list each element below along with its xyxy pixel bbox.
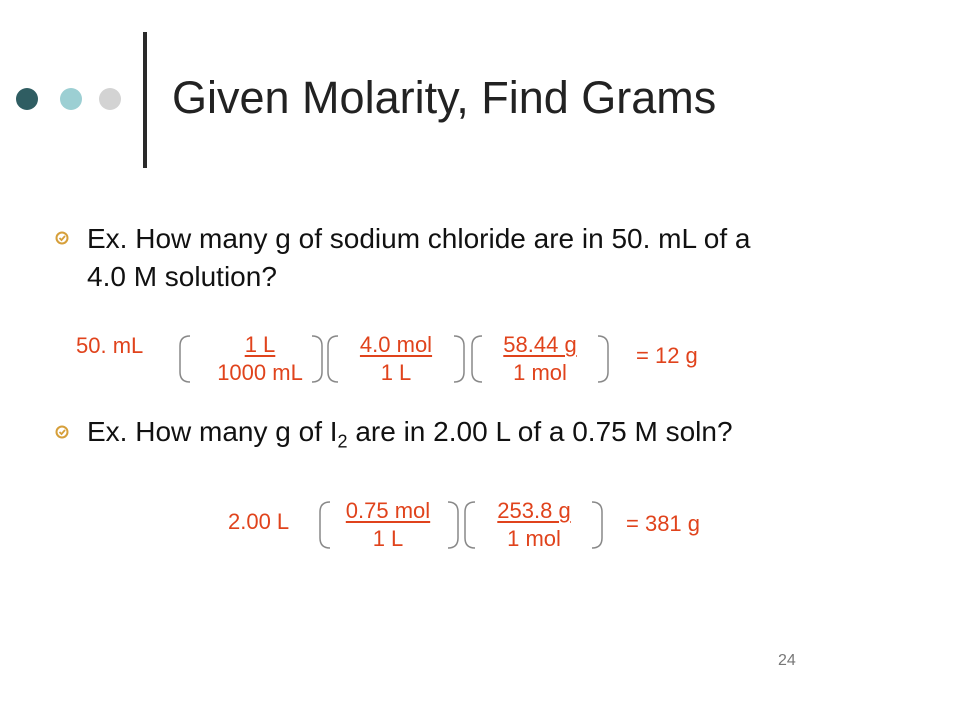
bullet-icon: [54, 424, 70, 440]
example2-given: 2.00 L: [228, 509, 290, 534]
example1-fraction-3: [480, 331, 600, 387]
decor-dot-3: [99, 88, 121, 110]
decor-dot-1: [16, 88, 38, 110]
fraction-denominator: 1 mol: [513, 360, 567, 385]
fraction-numerator: 253.8 g: [497, 498, 571, 523]
fraction-numerator: 58.44 g: [503, 332, 577, 357]
example1-question-line1: Ex. How many g of sodium chloride are in 50. mL of a: [87, 223, 751, 254]
example2-fraction-1: [328, 497, 448, 553]
page-number: 24: [778, 652, 796, 669]
fraction-numerator: 4.0 mol: [359, 332, 433, 357]
title-divider: [143, 32, 147, 168]
fraction-numerator: 0.75 mol: [345, 498, 431, 523]
fraction-denominator: 1 L: [380, 360, 412, 385]
page-title: Given Molarity, Find Grams: [172, 72, 717, 123]
bracket-right-2: [452, 334, 466, 384]
example2-fraction-2: [474, 497, 594, 553]
bracket-right-4: [446, 500, 460, 550]
example2-question-start: Ex. How many g of I: [87, 416, 338, 447]
bracket-right-5: [590, 500, 604, 550]
fraction-numerator: 1 L: [244, 332, 276, 357]
decor-dot-2: [60, 88, 82, 110]
fraction-denominator: 1 mol: [507, 526, 561, 551]
example1-result: = 12 g: [636, 343, 698, 368]
example1-question-line2: 4.0 M solution?: [87, 261, 277, 292]
bracket-right-1: [310, 334, 324, 384]
example1-fraction-1: [190, 331, 330, 387]
fraction-denominator: 1 L: [372, 526, 404, 551]
example2-question: [87, 413, 733, 461]
fraction-denominator: 1000 mL: [217, 360, 303, 385]
example1-given: 50. mL: [76, 333, 144, 358]
bullet-icon: [54, 230, 70, 246]
example1-fraction-2: [336, 331, 456, 387]
example2-question-subscript: 2: [337, 431, 348, 452]
example2-result: = 381 g: [626, 511, 701, 536]
example2-question-end: are in 2.00 L of a 0.75 M soln?: [347, 416, 733, 447]
bracket-right-3: [596, 334, 610, 384]
